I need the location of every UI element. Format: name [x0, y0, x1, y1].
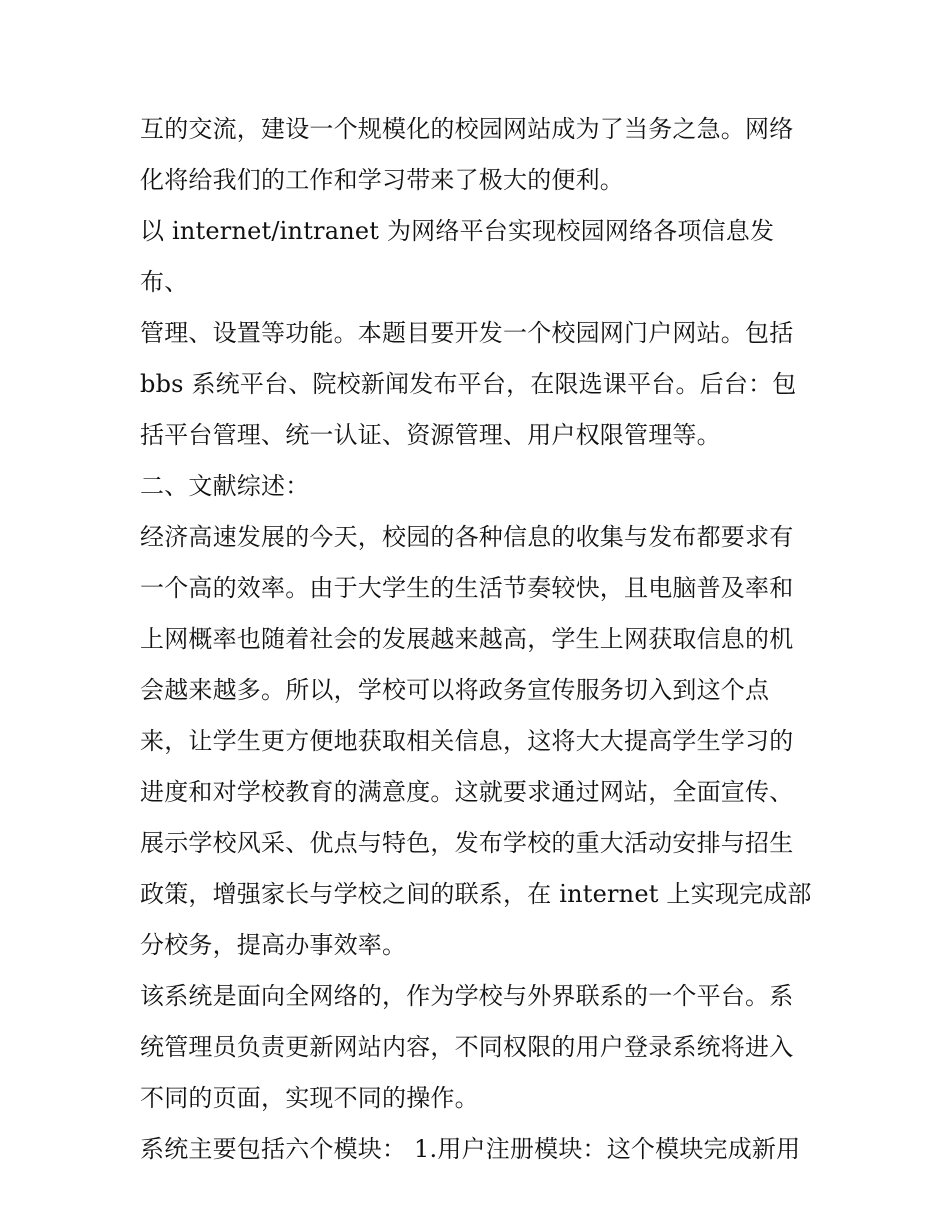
paragraph-system-modules: 系统主要包括六个模块： 1.用户注册模块：这个模块完成新用 [140, 1135, 801, 1163]
paragraph-literature-review: 经济高速发展的今天，校园的各种信息的收集与发布都要求有 一个高的效率。由于大学生的生活节奏较快，且电脑普及率和 上网概率也随着社会的发展越来越高，学生上网获取信息的机 会越来越多。所以，学校可以将政务宣传服务切入到这个点 来，让学生更方便地获取相关信息，这将大大提高学生学习的 进度和对学校教育的满意度。这就要求通过网站，全面宣传、 展示学校风采、优点与特色，发布学校的重大活动安排与招生 政策，增强家长与学校之间的联系，在 internet 上实现完成部 分校务，提高办事效率。 [140, 523, 812, 959]
paragraph-intro-continued: 互的交流，建设一个规模化的校园网站成为了当务之急。网络 化将给我们的工作和学习带来了极大的便利。 [140, 115, 794, 194]
paragraph-platform-description: 以 internet/intranet 为网络平台实现校园网络各项信息发布、 管理、设置等功能。本题目要开发一个校园网门户网站。包括 bbs 系统平台、院校新闻发布平台，在限选课平台。后台：包 括平台管理、统一认证、资源管理、用户权限管理等。 [140, 217, 797, 449]
document-body [140, 104, 820, 1175]
paragraph-system-overview: 该系统是面向全网络的，作为学校与外界联系的一个平台。系 统管理员负责更新网站内容，不同权限的用户登录系统将进入 不同的页面，实现不同的操作。 [140, 982, 794, 1112]
section-heading-literature-review: 二、文献综述： [140, 472, 310, 500]
